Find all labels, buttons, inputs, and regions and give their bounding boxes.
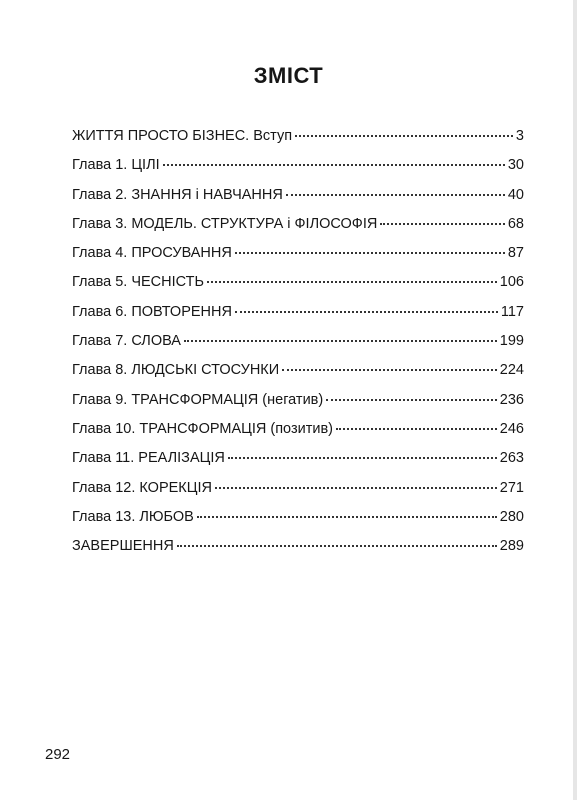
toc-entry-title: Глава 5. ЧЕСНІСТЬ xyxy=(72,274,204,291)
dot-leader xyxy=(163,164,505,166)
toc-entry xyxy=(72,386,524,415)
dot-leader xyxy=(326,399,497,401)
dot-leader xyxy=(207,281,497,283)
page-number: 292 xyxy=(45,746,71,763)
toc-entry-page: 68 xyxy=(507,215,524,232)
toc-entry-title: Глава 9. ТРАНСФОРМАЦІЯ (негатив) xyxy=(72,391,324,408)
toc-entry-title: Глава 11. РЕАЛІЗАЦІЯ xyxy=(72,450,225,467)
toc-entry-page: 106 xyxy=(499,274,524,291)
toc-entry-page: 246 xyxy=(499,420,524,437)
dot-leader xyxy=(295,135,513,137)
toc-entry xyxy=(72,532,524,561)
toc-entry xyxy=(72,327,524,356)
dot-leader xyxy=(282,369,497,371)
toc-entry-page: 3 xyxy=(515,128,524,144)
toc-entry xyxy=(72,181,524,210)
dot-leader xyxy=(184,340,497,342)
toc-entry-page: 87 xyxy=(507,245,524,262)
toc-entry-title: Глава 8. ЛЮДСЬКІ СТОСУНКИ xyxy=(72,362,280,379)
toc-entry xyxy=(72,356,524,385)
toc-entry xyxy=(72,239,524,268)
toc-entry-title: Глава 13. ЛЮБОВ xyxy=(72,508,194,525)
toc-entry-page: 224 xyxy=(499,362,524,379)
toc-entry-title: ЖИТТЯ ПРОСТО БІЗНЕС. Вступ xyxy=(72,128,293,144)
dot-leader xyxy=(177,545,497,547)
toc-entry-title: Глава 7. СЛОВА xyxy=(72,333,181,350)
toc-entry-title: Глава 12. КОРЕКЦІЯ xyxy=(72,479,212,496)
toc-entry xyxy=(72,503,524,532)
toc-entry xyxy=(72,151,524,180)
table-of-contents xyxy=(72,122,524,561)
toc-entry-title: Глава 2. ЗНАННЯ і НАВЧАННЯ xyxy=(72,186,283,203)
dot-leader xyxy=(286,194,505,196)
page-title: ЗМІСТ xyxy=(253,62,324,88)
toc-entry xyxy=(72,122,524,151)
toc-entry-page: 199 xyxy=(499,333,524,350)
dot-leader xyxy=(235,311,498,313)
toc-entry-page: 280 xyxy=(499,508,524,525)
dot-leader xyxy=(215,487,497,489)
toc-entry xyxy=(72,298,524,327)
toc-entry-title: ЗАВЕРШЕННЯ xyxy=(72,538,174,555)
toc-entry xyxy=(72,474,524,503)
toc-entry-title: Глава 1. ЦІЛІ xyxy=(72,157,160,174)
toc-entry-page: 263 xyxy=(499,450,524,467)
toc-entry-title: Глава 3. МОДЕЛЬ. СТРУКТУРА і ФІЛОСОФІЯ xyxy=(72,215,378,232)
dot-leader xyxy=(228,457,497,459)
toc-entry xyxy=(72,415,524,444)
toc-entry-title: Глава 4. ПРОСУВАННЯ xyxy=(72,245,232,262)
toc-entry-title: Глава 6. ПОВТОРЕННЯ xyxy=(72,303,232,320)
toc-entry xyxy=(72,444,524,473)
dot-leader xyxy=(336,428,497,430)
toc-entry xyxy=(72,210,524,239)
dot-leader xyxy=(235,252,505,254)
toc-entry-page: 271 xyxy=(499,479,524,496)
toc-entry-page: 117 xyxy=(500,303,524,320)
page-edge xyxy=(573,0,577,800)
toc-entry-page: 40 xyxy=(507,186,524,203)
toc-entry xyxy=(72,268,524,297)
dot-leader xyxy=(197,516,497,518)
toc-entry-title: Глава 10. ТРАНСФОРМАЦІЯ (позитив) xyxy=(72,420,333,437)
toc-entry-page: 30 xyxy=(507,157,524,174)
dot-leader xyxy=(380,223,505,225)
toc-entry-page: 236 xyxy=(499,391,524,408)
toc-entry-page: 289 xyxy=(499,538,524,555)
